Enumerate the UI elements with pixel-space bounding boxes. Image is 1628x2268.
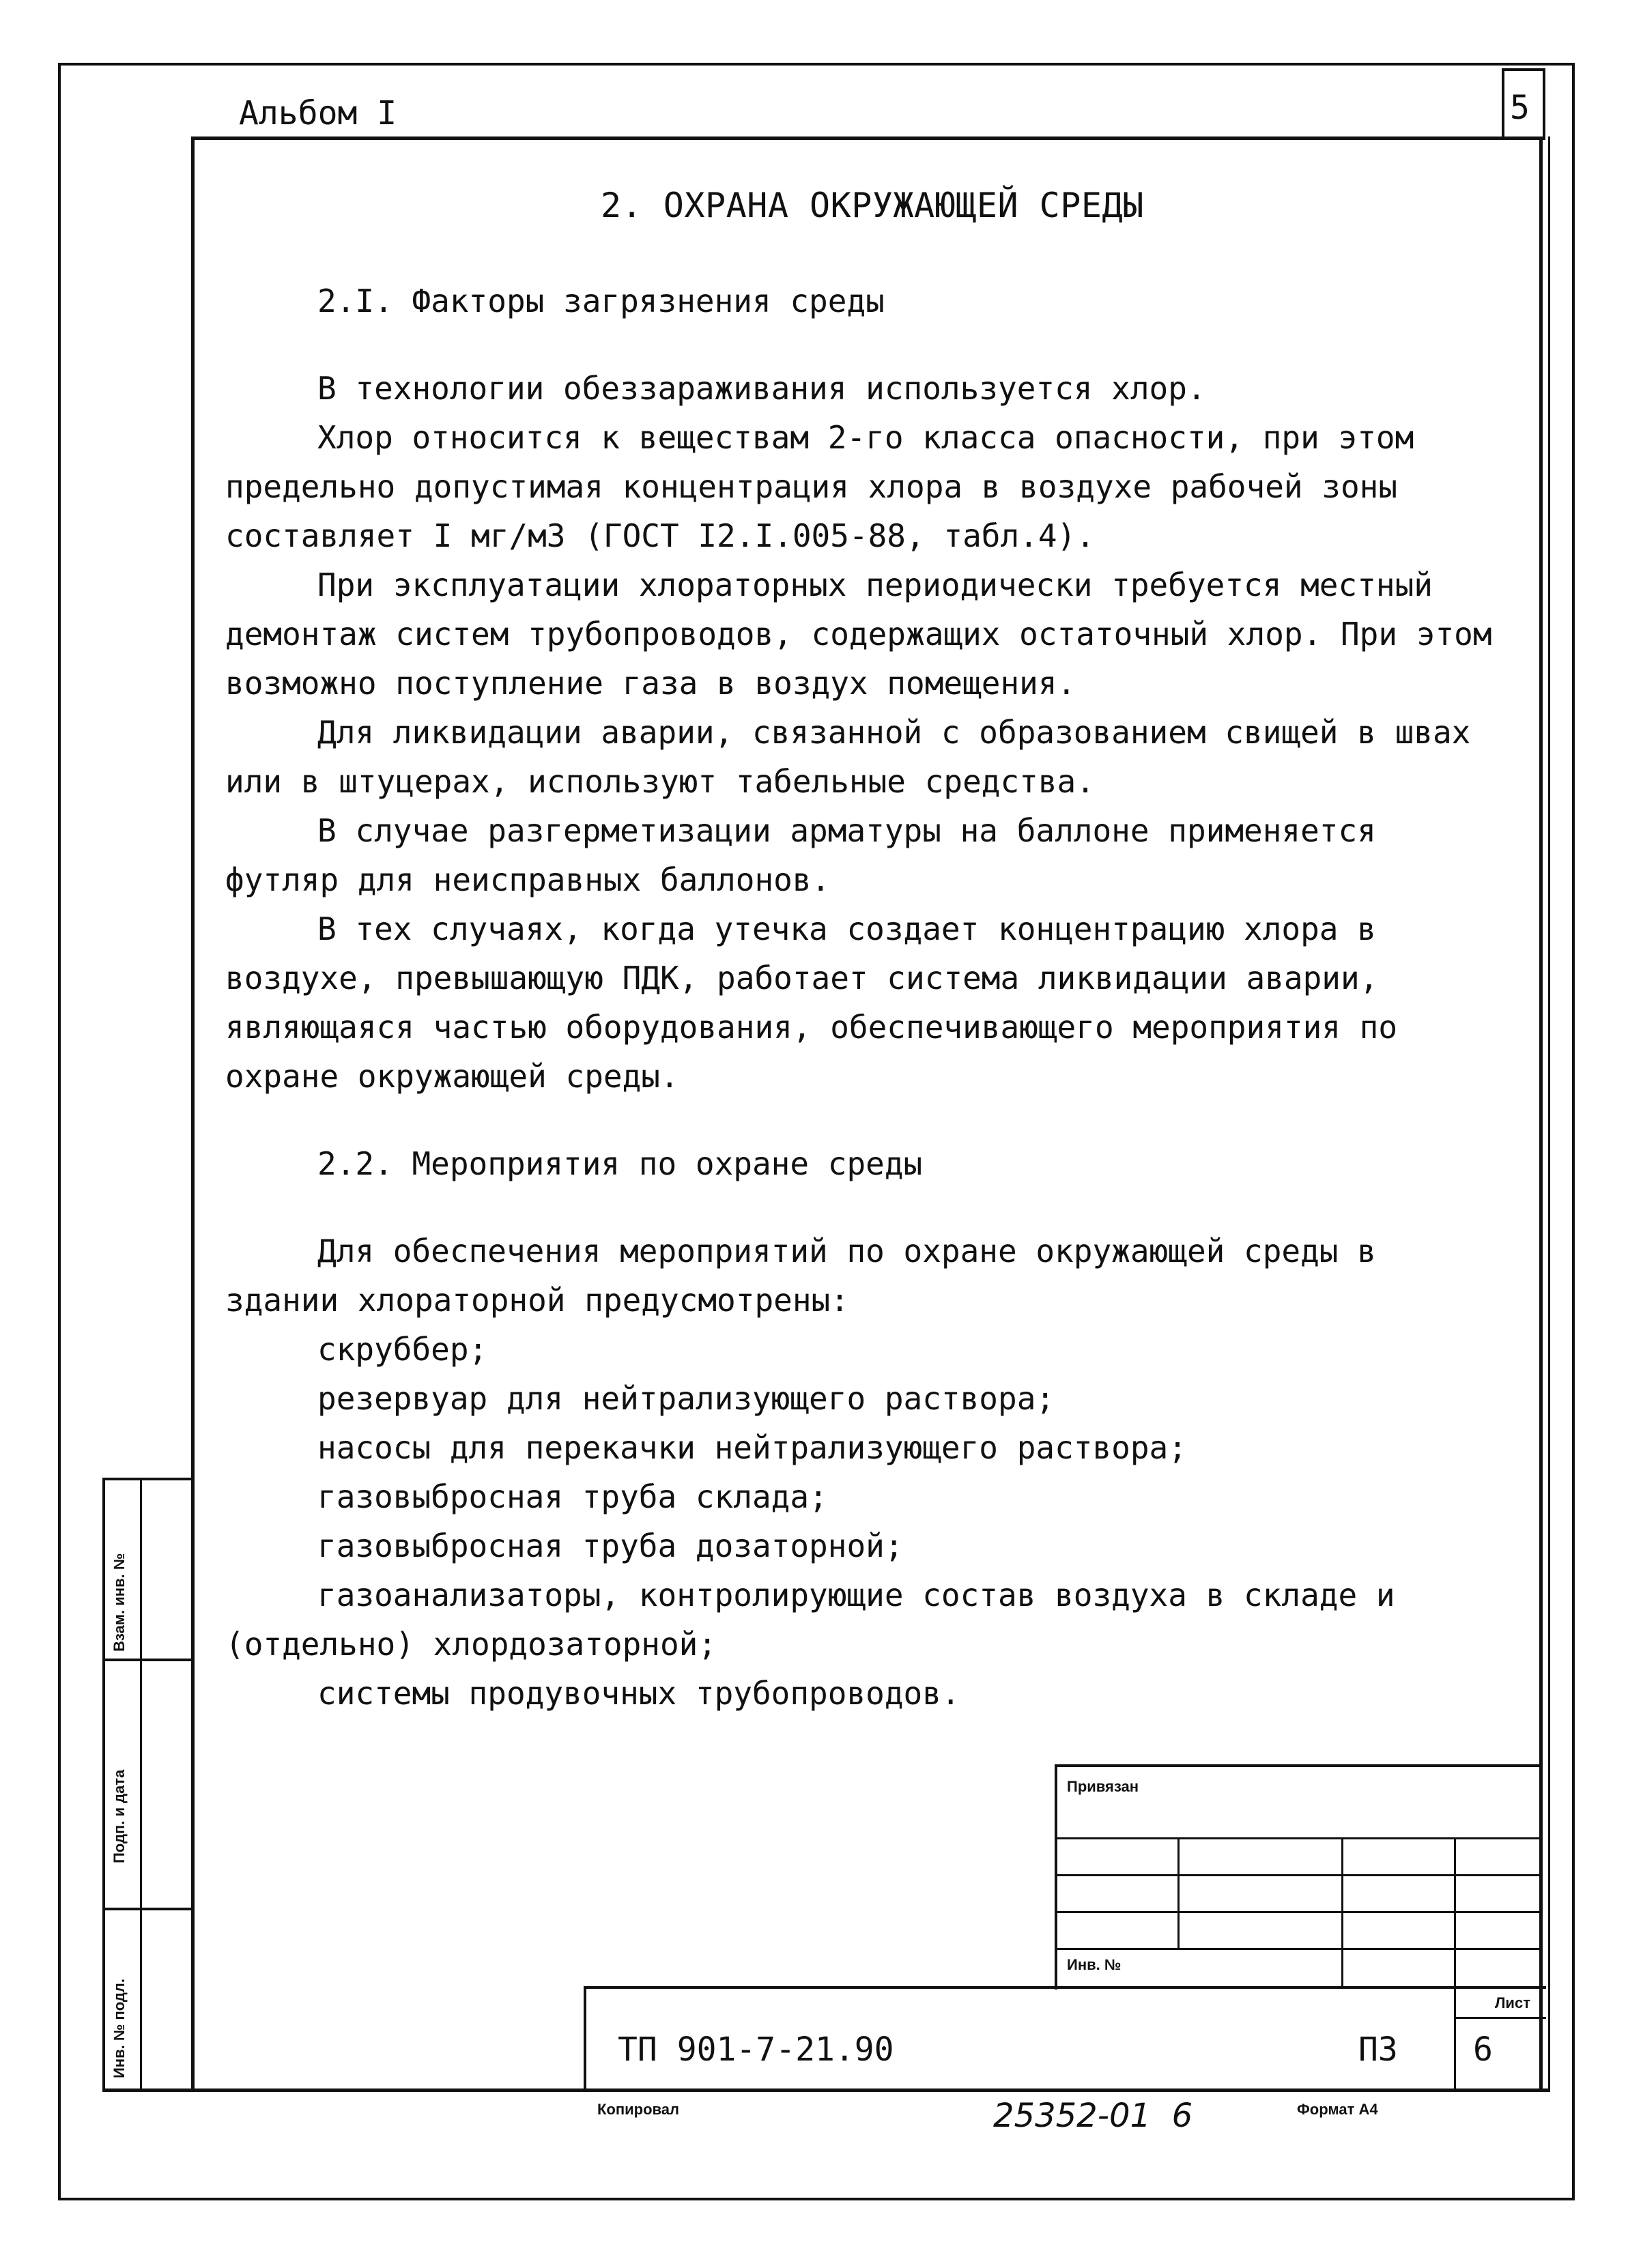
- sheet-label: Лист: [1495, 1994, 1530, 2011]
- privyazan-left: [1055, 1764, 1057, 1990]
- format-label: Формат А4: [1297, 2101, 1378, 2118]
- sheet-number: 6: [1473, 2030, 1493, 2069]
- list-item: газоанализаторы, контролирующие состав воздуха в складе и (отдельно) хлордозаторной;: [225, 1577, 1395, 1663]
- section-1-heading: 2.I. Факторы загрязнения среды: [317, 283, 885, 319]
- list-item: газовыбросная труба дозаторной;: [317, 1527, 904, 1564]
- section-2-heading: 2.2. Мероприятия по охране среды: [317, 1145, 923, 1182]
- handwritten-number: 25352-01 6: [993, 2097, 1193, 2135]
- outer-frame-top: [58, 63, 1573, 66]
- section-1: [225, 276, 1495, 1718]
- list-item: системы продувочных трубопроводов.: [317, 1675, 960, 1712]
- list-item: газовыбросная труба склада;: [317, 1478, 828, 1515]
- privyazan-row-4: [1055, 1948, 1543, 1950]
- paragraph: Хлор относится к веществам 2-го класса опасности, при этом предельно допустимая концентрация хлора в воздухе рабочей зоны составляет I мг/м3 (ГОСТ I2.I.005-88, табл.4).: [225, 419, 1414, 554]
- privyazan-col-3: [1454, 1837, 1456, 1989]
- outer-frame-left: [58, 63, 61, 2199]
- outer-frame-right: [1572, 63, 1575, 2199]
- paragraph: Для ликвидации аварии, связанной с образованием свищей в швах или в штуцерах, используют табельные средства.: [225, 714, 1471, 800]
- side-label-inv-podl: Инв. № подл.: [111, 1979, 128, 2078]
- paragraph: В тех случаях, когда утечка создает концентрацию хлора в воздухе, превышающую ПДК, работает система ликвидации аварии, являющаяся частью оборудования, обеспечивающего мероприятия по охране окружающей среды.: [225, 910, 1398, 1095]
- privyazan-top: [1055, 1764, 1543, 1767]
- titleblock-top: [584, 1986, 1546, 1989]
- titleblock-left: [584, 1986, 586, 2092]
- privyazan-label: Привязан: [1067, 1778, 1139, 1795]
- page-number: 5: [1510, 89, 1530, 127]
- paragraph: В случае разгерметизации арматуры на баллоне применяется футляр для неисправных баллонов.: [225, 812, 1376, 898]
- paragraph: При эксплуатации хлораторных периодически требуется местный демонтаж систем трубопроводов, содержащих остаточный хлор. При этом возможно поступление газа в воздух помещения.: [225, 566, 1492, 702]
- copied-label: Копировал: [597, 2101, 680, 2118]
- list-item: скруббер;: [317, 1331, 488, 1368]
- side-label-vzam: Взам. инв. №: [111, 1553, 128, 1652]
- inv-no-label: Инв. №: [1067, 1956, 1122, 1973]
- page-box-right: [1543, 68, 1545, 140]
- side-strip-sep-2: [102, 1908, 192, 1910]
- list-item: резервуар для нейтрализующего раствора;: [317, 1380, 1055, 1417]
- outer-frame-bottom: [58, 2198, 1575, 2200]
- page-title: 2. ОХРАНА ОКРУЖАЮЩЕЙ СРЕДЫ: [601, 186, 1144, 225]
- privyazan-row-1: [1055, 1837, 1543, 1839]
- privyazan-col-2: [1341, 1837, 1343, 1989]
- page-box-left: [1502, 68, 1504, 140]
- privyazan-row-3: [1055, 1911, 1543, 1913]
- side-label-podp: Подп. и дата: [111, 1769, 128, 1863]
- privyazan-col-1: [1177, 1837, 1180, 1948]
- list-item: насосы для перекачки нейтрализующего раствора;: [317, 1429, 1187, 1466]
- side-strip-top: [102, 1478, 192, 1480]
- inner-frame-left: [191, 137, 195, 2092]
- side-strip-left: [102, 1478, 105, 2092]
- inner-frame-right-outer: [1548, 137, 1550, 2092]
- section-2-intro: Для обеспечения мероприятий по охране окружающей среды в здании хлораторной предусмотрены:: [225, 1233, 1376, 1319]
- document-code: ТП 901-7-21.90: [618, 2030, 894, 2069]
- titleblock-sheet-left: [1454, 1986, 1456, 2092]
- side-strip-divider: [140, 1478, 142, 2092]
- page-box-top: [1502, 68, 1545, 71]
- doc-type: ПЗ: [1358, 2030, 1398, 2069]
- privyazan-row-2: [1055, 1874, 1543, 1876]
- side-strip-sep-1: [102, 1659, 192, 1661]
- inner-frame-right: [1539, 137, 1543, 2092]
- titleblock-sheet-sep: [1454, 2017, 1546, 2019]
- album-label: Альбом I: [239, 94, 397, 132]
- inner-frame-top: [195, 137, 1543, 140]
- paragraph: В технологии обеззараживания используется хлор.: [317, 370, 1206, 407]
- inner-frame-bottom: [102, 2088, 1550, 2092]
